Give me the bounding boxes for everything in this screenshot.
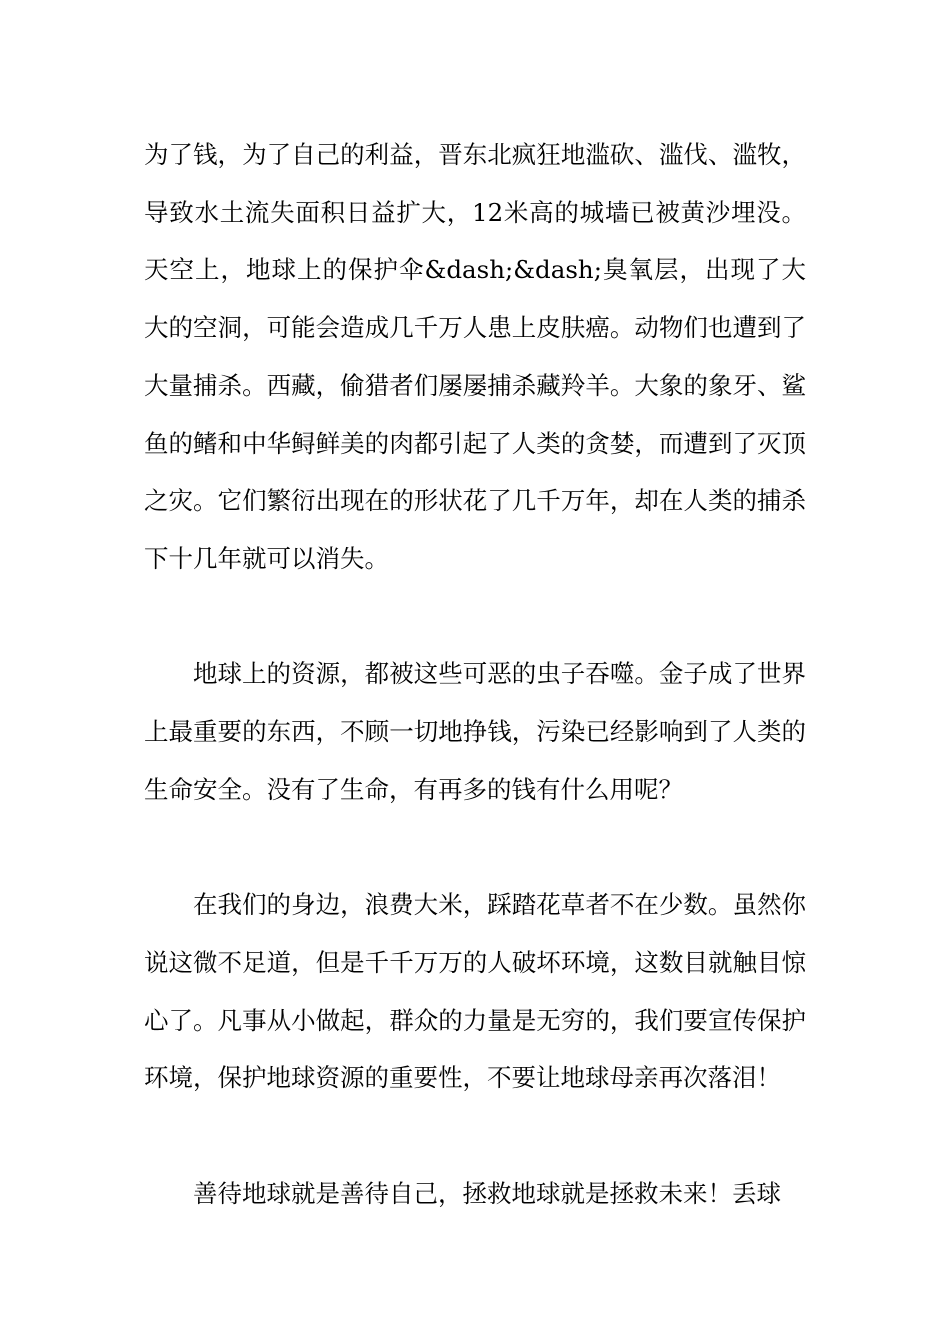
paragraph-1: 为了钱，为了自己的利益，晋东北疯狂地滥砍、滥伐、滥牧，导致水土流失面积日益扩大，12米高的城墙已被黄沙埋没。天空上，地球上的保护伞&dash;&dash;臭氧层，出现了大大的空洞，可能会造成几千万人患上皮肤癌。动物们也遭到了大量捕杀。西藏，偷猎者们屡屡捕杀藏羚羊。大象的象牙、鲨鱼的鳍和中华鲟鲜美的肉都引起了人类的贪婪，而遭到了灭顶之灾。它们繁衍出现在的形状花了几千万年，却在人类的捕杀下十几年就可以消失。 (144, 140, 806, 573)
paragraph-2: 地球上的资源，都被这些可恶的虫子吞噬。金子成了世界上最重要的东西，不顾一切地挣钱，污染已经影响到了人类的生命安全。没有了生命，有再多的钱有什么用呢？ (144, 659, 806, 804)
paragraph-spacer (144, 818, 806, 876)
paragraph-spacer (144, 588, 806, 646)
paragraph-4: 善待地球就是善待自己，拯救地球就是拯救未来！丢球 (193, 1178, 781, 1208)
document-body (144, 126, 806, 1222)
paragraph-spacer (144, 1107, 806, 1165)
paragraph-3: 在我们的身边，浪费大米，踩踏花草者不在少数。虽然你说这微不足道，但是千千万万的人破坏环境，这数目就触目惊心了。凡事从小做起，群众的力量是无穷的，我们要宣传保护环境，保护地球资源的重要性，不要让地球母亲再次落泪！ (144, 890, 806, 1093)
